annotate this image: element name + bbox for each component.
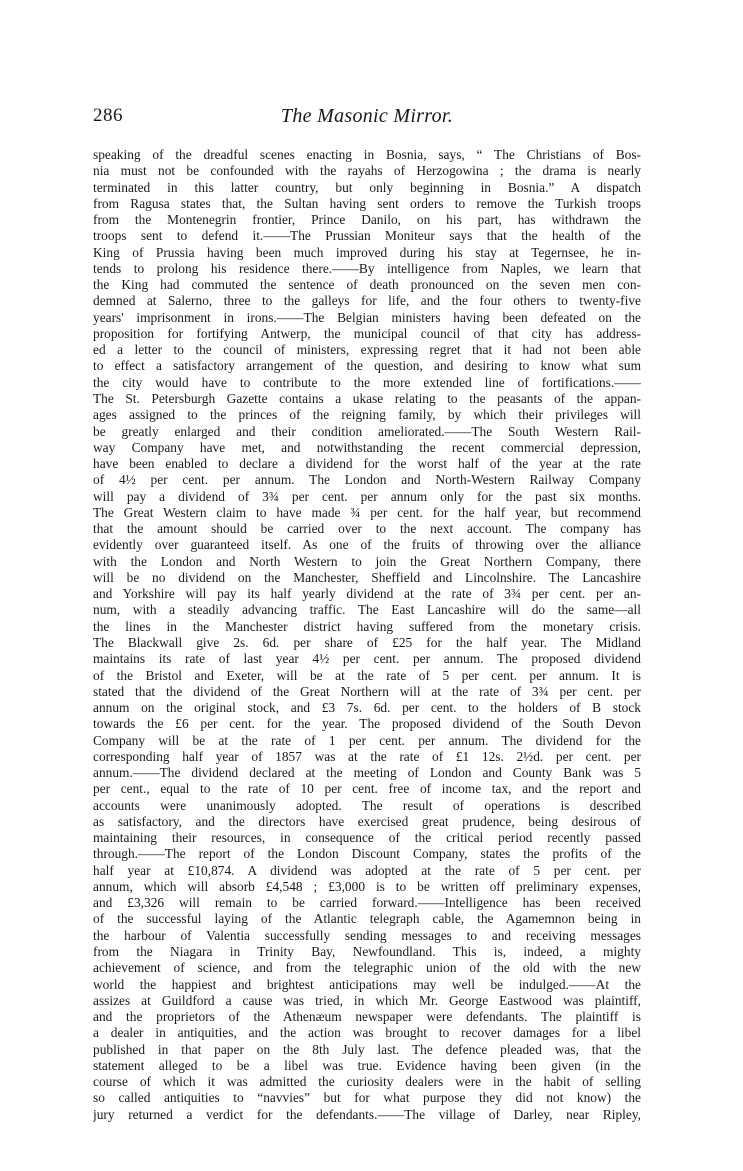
text-line: the harbour of Valentia successfully sending messages to and receiving messages [93, 927, 641, 943]
journal-title: The Masonic Mirror. [280, 105, 454, 127]
text-line: of the successful laying of the Atlantic telegraph cable, the Agamemnon being in [93, 911, 641, 927]
text-line: from Ragusa states that, the Sultan having sent orders to remove the Turkish troops [93, 195, 641, 211]
text-line: nia must not be confounded with the rayahs of Herzogowina ; the drama is nearly [93, 163, 641, 179]
text-line: The Blackwall give 2s. 6d. per share of £25 for the half year. The Midland [93, 634, 641, 650]
text-line: num, with a steadily advancing traffic. The East Lancashire will do the same—all [93, 602, 641, 618]
text-line: troops sent to defend it.——The Prussian Moniteur says that the health of the [93, 228, 641, 244]
text-line: have been enabled to declare a dividend for the worst half of the year at the rate [93, 456, 641, 472]
text-line: to effect a satisfactory arrangement of the question, and desiring to know what sum [93, 358, 641, 374]
text-line: the city would have to contribute to the more extended line of fortifications.—— [93, 374, 641, 390]
body-paragraph [93, 147, 641, 1123]
page-number: 286 [93, 105, 123, 126]
text-line: course of which it was admitted the curiosity dealers were in the habit of selling [93, 1074, 641, 1090]
text-line: The Great Western claim to have made ¾ per cent. for the half year, but recommend [93, 504, 641, 520]
text-line: ages assigned to the princes of the reigning family, by which their privileges will [93, 407, 641, 423]
text-line: annum.——The dividend declared at the meeting of London and County Bank was 5 [93, 765, 641, 781]
text-line: proposition for fortifying Antwerp, the municipal council of that city has address- [93, 325, 641, 341]
text-line: years' imprisonment in irons.——The Belgian ministers having been defeated on the [93, 309, 641, 325]
text-line: the King had commuted the sentence of death pronounced on the seven men con- [93, 277, 641, 293]
text-line: annum on the original stock, and £3 7s. 6d. per cent. to the holders of B stock [93, 700, 641, 716]
text-line: world the happiest and brightest anticipations may well be indulged.——At the [93, 976, 641, 992]
text-line: tends to prolong his residence there.——By intelligence from Naples, we learn that [93, 260, 641, 276]
text-line: towards the £6 per cent. for the year. The proposed dividend of the South Devon [93, 716, 641, 732]
text-line: annum, which will absorb £4,548 ; £3,000 is to be written off preliminary expenses, [93, 878, 641, 894]
running-head [93, 105, 641, 135]
text-line: a dealer in antiquities, and the action was brought to recover damages for a libel [93, 1025, 641, 1041]
text-line: corresponding half year of 1857 was at the rate of £1 12s. 2½d. per cent. per [93, 748, 641, 764]
text-line: will pay a dividend of 3¾ per cent. per annum only for the past six months. [93, 488, 641, 504]
text-line: from the Niagara in Trinity Bay, Newfoundland. This is, indeed, a mighty [93, 944, 641, 960]
text-line: stated that the dividend of the Great Northern will at the rate of 3¾ per cent. per [93, 683, 641, 699]
text-line: speaking of the dreadful scenes enacting in Bosnia, says, “ The Christians of Bos- [93, 147, 641, 162]
text-line: so called antiquities to “navvies” but for what purpose they did not know) the [93, 1090, 641, 1106]
text-line: statement alleged to be a libel was true. Evidence having been given (in the [93, 1057, 641, 1073]
text-line: and the proprietors of the Athenæum newspaper were defendants. The plaintiff is [93, 1009, 641, 1025]
text-line: evidently over guaranteed itself. As one of the fruits of throwing over the alliance [93, 537, 641, 553]
text-line: ed a letter to the council of ministers, expressing regret that it had not been able [93, 342, 641, 358]
text-line: will be no dividend on the Manchester, Sheffield and Lincolnshire. The Lancashire [93, 569, 641, 585]
text-line: the lines in the Manchester district having suffered from the monetary crisis. [93, 618, 641, 634]
text-line: with the London and North Western to join the Great Northern Company, there [93, 553, 641, 569]
text-line: demned at Salerno, three to the galleys for life, and the four others to twenty-five [93, 293, 641, 309]
text-line: achievement of science, and from the telegraphic union of the old with the new [93, 960, 641, 976]
text-line: way Company have met, and notwithstanding the recent commercial depression, [93, 439, 641, 455]
text-line: and £3,326 will remain to be carried forward.——Intelligence has been received [93, 895, 641, 911]
text-line: half year at £10,874. A dividend was adopted at the rate of 5 per cent. per [93, 862, 641, 878]
text-line: that the amount should be carried over to the next account. The company has [93, 521, 641, 537]
text-line: as satisfactory, and the directors have exercised great prudence, being desirous of [93, 813, 641, 829]
text-line: maintaining their resources, in consequence of the critical period recently passed [93, 830, 641, 846]
text-line: be greatly enlarged and their condition ameliorated.——The South Western Rail- [93, 423, 641, 439]
text-line: assizes at Guildford a cause was tried, in which Mr. George Eastwood was plaintiff, [93, 992, 641, 1008]
text-line: The St. Petersburgh Gazette contains a ukase relating to the peasants of the appan- [93, 390, 641, 406]
text-line: from the Montenegrin frontier, Prince Danilo, on his part, has withdrawn the [93, 212, 641, 228]
text-line: per cent., equal to the rate of 10 per cent. free of income tax, and the report and [93, 781, 641, 797]
text-line: maintains its rate of last year 4½ per cent. per annum. The proposed dividend [93, 651, 641, 667]
text-line: through.——The report of the London Discount Company, states the profits of the [93, 846, 641, 862]
text-line: terminated in this latter country, but only beginning in Bosnia.” A dispatch [93, 179, 641, 195]
text-line: Company will be at the rate of 1 per cent. per annum. The dividend for the [93, 732, 641, 748]
text-line: accounts were unanimously adopted. The result of operations is described [93, 797, 641, 813]
text-line: published in that paper on the 8th July last. The defence pleaded was, that the [93, 1041, 641, 1057]
text-line: of the Bristol and Exeter, will be at the rate of 5 per cent. per annum. It is [93, 667, 641, 683]
text-line: and Yorkshire will pay its half yearly dividend at the rate of 3¾ per cent. per an- [93, 586, 641, 602]
text-line: of 4½ per cent. per annum. The London and North-Western Railway Company [93, 472, 641, 488]
text-line: King of Prussia having been much improved during his stay at Tegernsee, he in- [93, 244, 641, 260]
text-line: jury returned a verdict for the defendants.——The village of Darley, near Ripley, [93, 1106, 641, 1122]
